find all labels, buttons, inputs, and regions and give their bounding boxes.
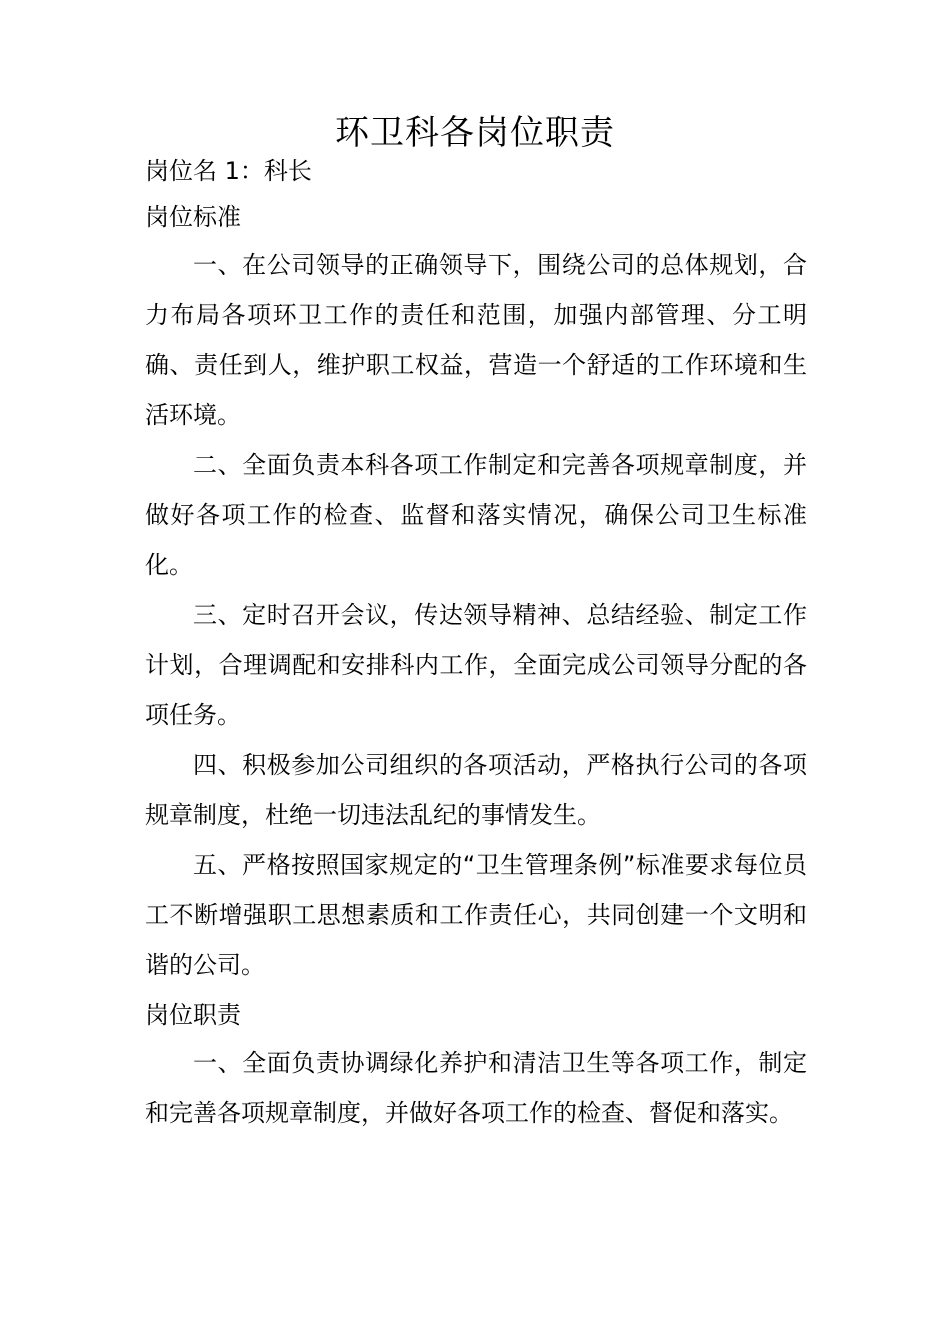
section-heading-duties: 岗位职责: [145, 1001, 241, 1029]
duties-paragraph-1: 一、全面负责协调绿化养护和清洁卫生等各项工作，制定和完善各项规章制度，并做好各项工作的检查、督促和落实。: [145, 1049, 807, 1127]
standard-paragraph-3: 三、定时召开会议，传达领导精神、总结经验、制定工作计划，合理调配和安排科内工作，全面完成公司领导分配的各项任务。: [145, 601, 807, 729]
document-title: 环卫科各岗位职责: [335, 112, 615, 153]
standard-paragraph-2: 二、全面负责本科各项工作制定和完善各项规章制度，并做好各项工作的检查、监督和落实情况，确保公司卫生标准化。: [145, 451, 807, 579]
position-name: 岗位名 1：科长: [145, 157, 312, 185]
section-heading-standard: 岗位标准: [145, 203, 241, 231]
standard-paragraph-4: 四、积极参加公司组织的各项活动，严格执行公司的各项规章制度，杜绝一切违法乱纪的事情发生。: [145, 751, 807, 829]
standard-paragraph-5: 五、严格按照国家规定的“卫生管理条例”标准要求每位员工不断增强职工思想素质和工作责任心，共同创建一个文明和谐的公司。: [145, 851, 807, 979]
document-body: [145, 148, 807, 1138]
standard-paragraph-1: 一、在公司领导的正确领导下，围绕公司的总体规划，合力布局各项环卫工作的责任和范围，加强内部管理、分工明确、责任到人，维护职工权益，营造一个舒适的工作环境和生活环境。: [145, 251, 807, 429]
